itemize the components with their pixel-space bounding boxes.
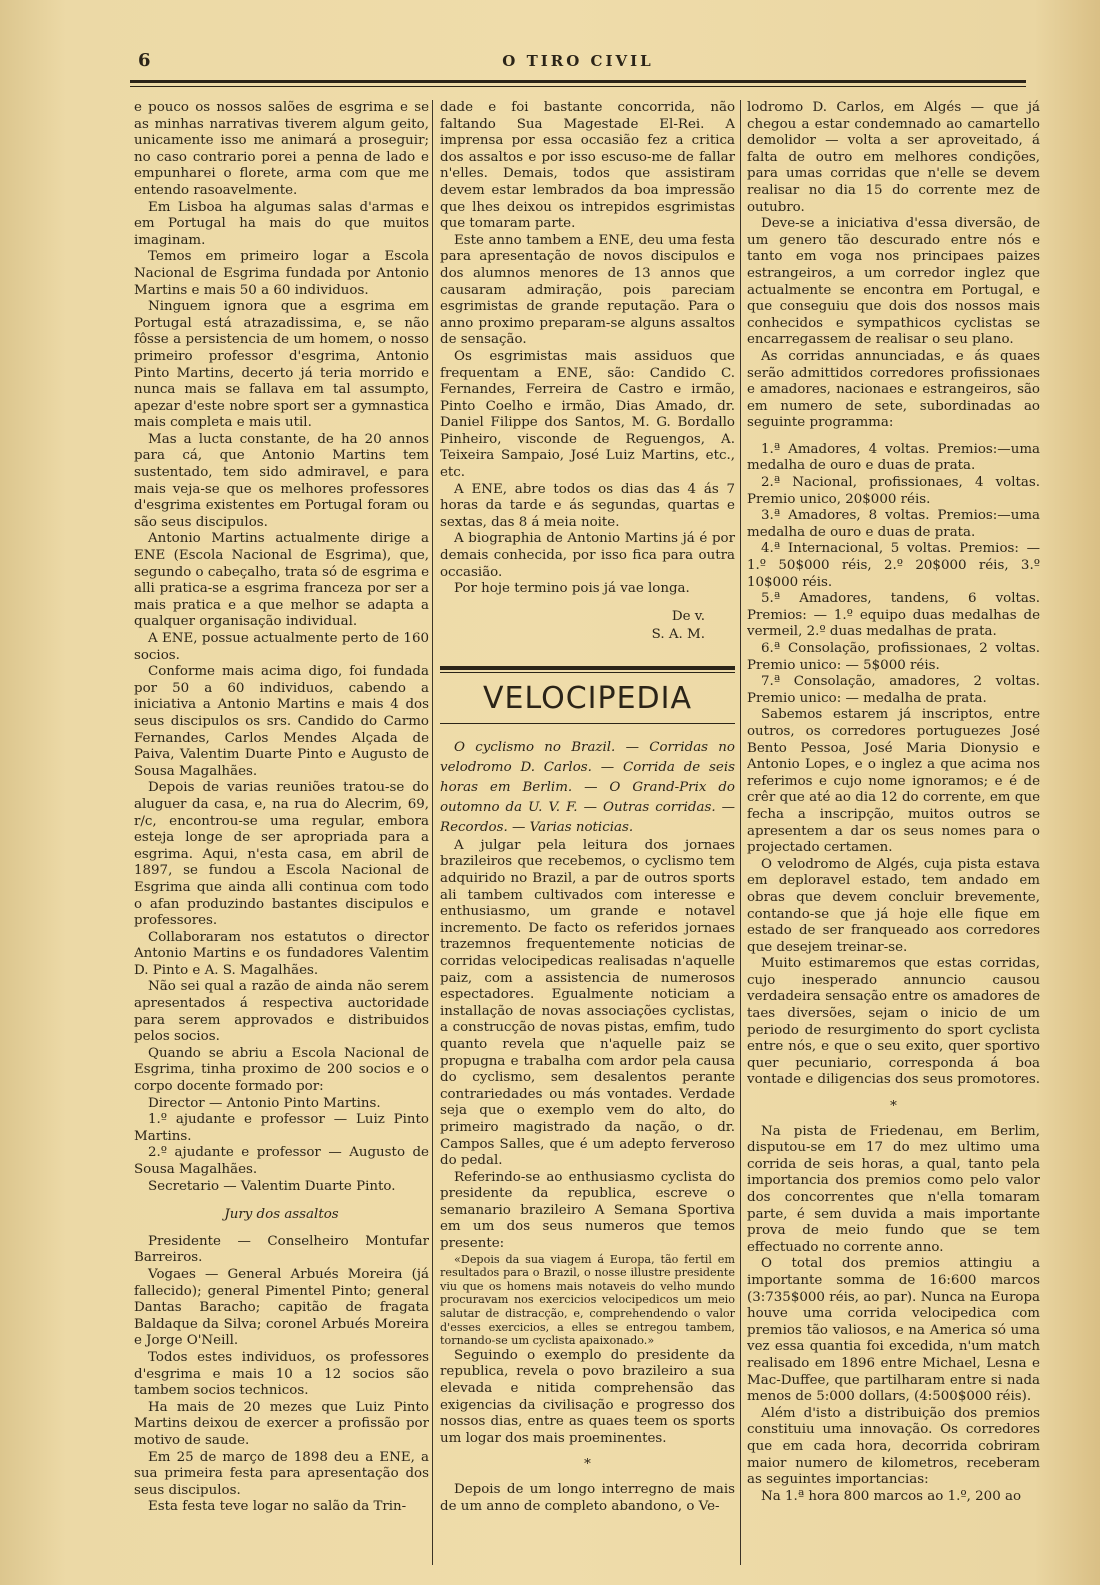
program-item: 4.ª Internacional, 5 voltas. Premios: — 1.º 50$000 réis, 2.º 20$000 réis, 3.º 10$000 réis. bbox=[747, 541, 1040, 590]
paragraph: dade e foi bastante concorrida, não faltando Sua Magestade El-Rei. A imprensa por essa occasião fez a critica dos assaltos e por isso escuso-me de fallar n'elles. Demais, todos que assistiram devem estar lembrados da boa impressão que lhes deixou os intrepidos esgrimistas que tomaram parte. bbox=[440, 100, 735, 232]
column-2 bbox=[440, 100, 735, 1570]
signature bbox=[440, 608, 735, 644]
paragraph: As corridas annunciadas, e ás quaes serão admittidos corredores profissionaes e amadores, nacionaes e estrangeiros, são em numero de sete, subordinadas ao seguinte programma: bbox=[747, 348, 1040, 431]
paragraph: Vogaes — General Arbués Moreira (já fallecido); general Pimentel Pinto; general Dantas Baracho; capitão de fragata Baldaque da Silva; coronel Arbués Moreira e Jorge O'Neill. bbox=[134, 1266, 429, 1349]
masthead: O TIRO CIVIL bbox=[502, 52, 654, 70]
section-rule-bottom bbox=[440, 723, 735, 724]
quotation: «Depois da sua viagem á Europa, tão fertil em resultados para o Brazil, o nosse illustre presidente viu que os homens mais notaveis do velho mundo procuravam nos exercicios velocipedicos um meio salutar de distracção, e, comprehendendo o valor d'esses exercicios, a elles se entregou tambem, tornando-se um cyclista apaixonado.» bbox=[440, 1252, 735, 1348]
program-item: 7.ª Consolação, amadores, 2 voltas. Premio unico: — medalha de prata. bbox=[747, 674, 1040, 706]
section-rule-thin bbox=[440, 672, 735, 673]
paragraph: Não sei qual a razão de ainda não serem apresentados á respectiva auctoridade para serem approvados e distribuidos pelos socios. bbox=[134, 979, 429, 1045]
section-summary: O cyclismo no Brazil. — Corridas no velodromo D. Carlos. — Corrida de seis horas em Berlim. — O Grand-Prix do outomno da U. V. F. — Outras corridas. — Recordos. — Varias noticias. bbox=[440, 739, 735, 835]
paragraph: Mas a lucta constante, de ha 20 annos para cá, que Antonio Martins tem sustentado, tem sido admiravel, e para mais veja-se que os melhores professores d'esgrima existentes em Portugal foram ou são seus discipulos. bbox=[134, 431, 429, 530]
paragraph: Este anno tambem a ENE, deu uma festa para apresentação de novos discipulos e dos alumnos menores de 13 annos que causaram admiração, pois pareciam esgrimistas de grande reputação. Para o anno proximo preparam-se alguns assaltos de sensação. bbox=[440, 232, 735, 348]
paragraph: Seguindo o exemplo do presidente da republica, revela o povo brazileiro a sua elevada e nitida comprehensão das exigencias da civilisação e progresso dos nossos dias, entre as quaes teem os sports um logar dos mais proeminentes. bbox=[440, 1347, 735, 1446]
section-rule bbox=[440, 666, 735, 670]
paragraph: Esta festa teve logar no salão da Trin- bbox=[148, 1499, 407, 1515]
paragraph: Além d'isto a distribuição dos premios constituiu uma innovação. Os corredores que em cada hora, decorrida cobriram maior numero de kilometros, receberam as seguintes importancias: bbox=[747, 1405, 1040, 1488]
separator-asterisk: * bbox=[890, 1099, 897, 1115]
paragraph: Ninguem ignora que a esgrima em Portugal está atrazadissima, e, se não fôsse a persistencia de um homem, o nosso primeiro professor d'esgrima, Antonio Pinto Martins, decerto já teria morrido e nunca mais se fallava em tal assumpto, apezar d'este nobre sport ser a gymnastica mais completa e mais util. bbox=[134, 299, 429, 431]
column-1 bbox=[134, 100, 429, 1570]
program-item: 2.ª Nacional, profissionaes, 4 voltas. Premio unico, 20$000 réis. bbox=[747, 475, 1040, 507]
paragraph: A julgar pela leitura dos jornaes brazileiros que recebemos, o cyclismo tem adquirido no Brazil, a par de outros sports ali tambem cultivados com interesse e enthusiasmo, um grande e notavel incremento. De facto os referidos jornaes trazemnos frequentemente noticias de corridas velocipedicas realisadas n'aquelle paiz, com a assistencia de numerosos espectadores. Egualmente noticiam a installação de novas associações cyclistas, a construcção de novas pistas, emfim, tudo quanto revela que n'aquelle paiz se propugna e trabalha com ardor pela causa do cyclismo, sem desalentos perante contrariedades ou más vontades. Verdade seja que o exemplo vem do alto, do primeiro magistrado da nação, o dr. Campos Salles, que é um adepto ferveroso do pedal. bbox=[440, 837, 735, 1169]
program-item: 6.ª Consolação, profissionaes, 2 voltas. Premio unico: — 5$000 réis. bbox=[747, 641, 1040, 673]
signature-initials: S. A. M. bbox=[651, 626, 705, 642]
paragraph: Presidente — Conselheiro Montufar Barreiros. bbox=[134, 1233, 429, 1266]
paragraph: Todos estes individuos, os professores d'esgrima e mais 10 a 12 socios são tambem socios technicos. bbox=[134, 1349, 429, 1399]
header-rule-thin bbox=[130, 86, 1026, 87]
paragraph: Depois de um longo interregno de mais de um anno de completo abandono, o Ve- bbox=[440, 1481, 735, 1514]
paragraph: Depois de varias reuniões tratou-se do aluguer da casa, e, na rua do Alecrim, 69, r/c, encontrou-se uma regular, embora esteja longe de ser apropriada para a esgrima. Aqui, n'esta casa, em abril de 1897, se fundou a Escola Nacional de Esgrima que ainda alli continua com todo o afan produzindo bastantes discipulos e professores. bbox=[134, 780, 429, 929]
paragraph: Collaboraram nos estatutos o director Antonio Martins e os fundadores Valentim D. Pinto e A. S. Magalhães. bbox=[134, 929, 429, 978]
paragraph: O total dos premios attingiu a importante somma de 16:600 marcos (3:735$000 réis, ao par). Nunca na Europa houve uma corrida velocipedica com premios tão valiosos, e na America só uma vez essa quantia foi excedida, n'um match realisado em 1896 entre Michael, Lesna e Mac-Duffee, que partilharam entre si nada menos de 5:000 dollars, (4:500$000 réis). bbox=[747, 1256, 1040, 1405]
column-divider bbox=[740, 100, 741, 1565]
paragraph: Sabemos estarem já inscriptos, entre outros, os corredores portuguezes José Bento Pessoa, José Maria Dionysio e Antonio Lopes, e o inglez a que acima nos referimos e cujo nome ignoramos; e é de crêr que até ao dia 12 do corrente, em que fecha a inscripção, muitos outros se apresentem a dar os seus nomes para o projectado certamen. bbox=[747, 707, 1040, 856]
paragraph: A biographia de Antonio Martins já é por demais conhecida, por isso fica para outra occasião. bbox=[440, 531, 735, 580]
paragraph: O velodromo de Algés, cuja pista estava em deploravel estado, tem andado em obras que devem concluir brevemente, contando-se que já hoje elle fique em estado de ser franqueado aos corredores que desejem treinar-se. bbox=[747, 856, 1040, 955]
paragraph: Em Lisboa ha algumas salas d'armas e em Portugal ha mais do que muitos imaginam. bbox=[134, 199, 429, 248]
paragraph: A ENE, possue actualmente perto de 160 socios. bbox=[134, 631, 429, 663]
paragraph: Na 1.ª hora 800 marcos ao 1.º, 200 ao bbox=[761, 1488, 1022, 1504]
paragraph: Por hoje termino pois já vae longa. bbox=[454, 581, 690, 597]
paragraph: Referindo-se ao enthusiasmo cyclista do presidente da republica, escreve o semanario brazileiro A Semana Sportiva em um dos seus numeros que temos presente: bbox=[440, 1169, 735, 1252]
paragraph: lodromo D. Carlos, em Algés — que já chegou a estar condemnado ao camartello demolidor — volta a ser aproveitado, á falta de outro em melhores condições, para umas corridas que n'elle se devem realisar no dia 15 do corrente mez de outubro. bbox=[747, 100, 1040, 215]
paragraph: Conforme mais acima digo, foi fundada por 50 a 60 individuos, cabendo a iniciativa a Antonio Martins e mais 4 dos seus discipulos os srs. Candido do Carmo Fernandes, Carlos Mendes Alçada de Paiva, Valentim Duarte Pinto e Augusto de Sousa Magalhães. bbox=[134, 664, 429, 779]
paragraph: Antonio Martins actualmente dirige a ENE (Escola Nacional de Esgrima), que, segundo o cabeçalho, trata só de esgrima e alli pratica-se a esgrima franceza por ser a mais pratica e a que melhor se adapta a qualquer organisação individual. bbox=[134, 531, 429, 630]
paragraph: e pouco os nossos salões de esgrima e se as minhas narrativas tiverem algum geito, unicamente isso me animará a proseguir; no caso contrario porei a penna de lado e empunharei o florete, arma com que me entendo rasoavelmente. bbox=[134, 100, 429, 198]
paragraph: Deve-se a iniciativa d'essa diversão, de um genero tão descurado entre nós e tanto em voga nos principaes paizes estrangeiros, a um corredor inglez que actualmente se encontra em Portugal, e que conseguiu que dois dos nossos mais conhecidos e sympathicos cyclistas se encarregassem de realisar o seu plano. bbox=[747, 216, 1040, 348]
program-item: 5.ª Amadores, tandens, 6 voltas. Premios: — 1.º equipo duas medalhas de vermeil, 2.º duas medalhas de prata. bbox=[747, 591, 1040, 640]
paragraph: Temos em primeiro logar a Escola Nacional de Esgrima fundada por Antonio Martins e mais 50 a 60 individuos. bbox=[134, 249, 429, 298]
paragraph: 1.º ajudante e professor — Luiz Pinto Martins. bbox=[134, 1112, 429, 1144]
paragraph: Em 25 de março de 1898 deu a ENE, a sua primeira festa para apresentação dos seus discipulos. bbox=[134, 1449, 429, 1498]
column-divider bbox=[432, 100, 433, 1565]
column-3 bbox=[747, 100, 1040, 1570]
paragraph: 2.º ajudante e professor — Augusto de Sousa Magalhães. bbox=[134, 1145, 429, 1177]
paragraph: A ENE, abre todos os dias das 4 ás 7 horas da tarde e ás segundas, quartas e sextas, das 8 á meia noite. bbox=[440, 481, 735, 530]
paragraph: Na pista de Friedenau, em Berlim, disputou-se em 17 do mez ultimo uma corrida de seis horas, a qual, tanto pela importancia dos premios como pelo valor dos concorrentes que n'ella tomaram parte, é sem duvida a mais importante prova de meio fundo que se tem effectuado no corrente anno. bbox=[747, 1123, 1040, 1255]
paragraph: Director — Antonio Pinto Martins. bbox=[148, 1095, 381, 1111]
header-rule bbox=[130, 80, 1026, 83]
paragraph: Quando se abriu a Escola Nacional de Esgrima, tinha proximo de 200 socios e o corpo docente formado por: bbox=[134, 1045, 429, 1095]
signature-line: De v. bbox=[671, 608, 705, 624]
paragraph: Os esgrimistas mais assiduos que frequentam a ENE, são: Candido C. Fernandes, Ferreira de Castro e irmão, Pinto Coelho e irmão, Dias Amado, dr. Daniel Filippe dos Santos, M. G. Bordallo Pinheiro, visconde de Reguengos, A. Teixeira Sampaio, José Luiz Martins, etc., etc. bbox=[440, 348, 735, 481]
section-title: VELOCIPEDIA bbox=[482, 680, 693, 716]
program-item: 1.ª Amadores, 4 voltas. Premios:—uma medalha de ouro e duas de prata. bbox=[747, 441, 1040, 474]
separator-asterisk: * bbox=[584, 1457, 591, 1473]
spacer bbox=[747, 432, 1040, 442]
paragraph: Ha mais de 20 mezes que Luiz Pinto Martins deixou de exercer a profissão por motivo de saude. bbox=[134, 1399, 429, 1448]
page-header bbox=[130, 50, 1026, 74]
program-item: 3.ª Amadores, 8 voltas. Premios:—uma medalha de ouro e duas de prata. bbox=[747, 508, 1040, 540]
paragraph: Secretario — Valentim Duarte Pinto. bbox=[148, 1178, 396, 1194]
paragraph: Muito estimaremos que estas corridas, cujo inesperado annuncio causou verdadeira sensação entre os amadores de taes diversões, sejam o inicio de um periodo de resurgimento do sport cyclista entre nós, e que o seu exito, quer sportivo quer pecuniario, corresponda á boa vontade e diligencias dos seus promotores. bbox=[747, 956, 1040, 1088]
subheading: Jury dos assaltos bbox=[224, 1207, 339, 1223]
page-number: 6 bbox=[138, 50, 151, 71]
